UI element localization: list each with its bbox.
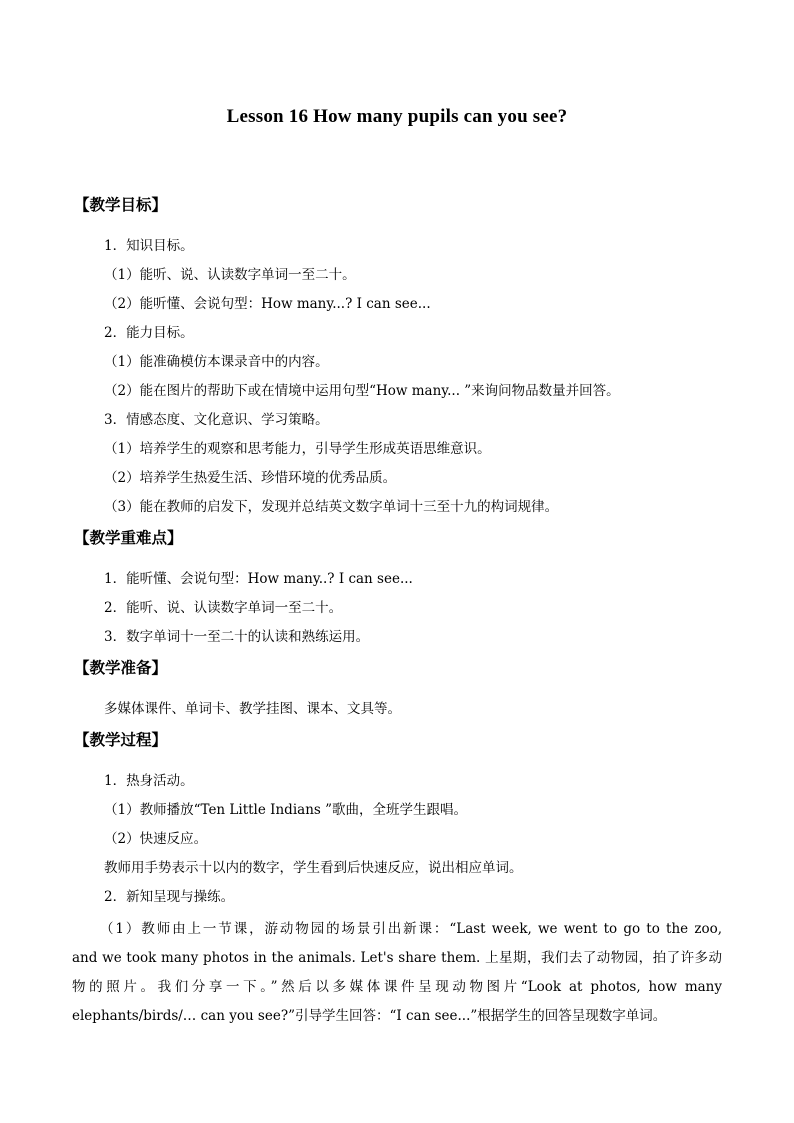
- list-item: 1．知识目标。: [104, 238, 194, 254]
- list-item: （2）快速反应。: [104, 831, 208, 847]
- list-item: 多媒体课件、单词卡、教学挂图、课本、文具等。: [104, 701, 401, 717]
- list-item: （2）培养学生热爱生活、珍惜环境的优秀品质。: [104, 470, 397, 486]
- paragraph-line: and we took many photos in the animals. Let's share them. 上星期，我们去了动物园，拍了许多动: [72, 950, 722, 966]
- list-item: 2．新知呈现与操练。: [104, 889, 235, 905]
- section-heading-process: 【教学过程】: [74, 731, 168, 749]
- section-heading-key-points: 【教学重难点】: [74, 529, 183, 547]
- list-item: （1）能听、说、认读数字单词一至二十。: [104, 267, 356, 283]
- section-heading-preparation: 【教学准备】: [74, 659, 168, 677]
- list-item: 1．能听懂、会说句型：How many..? I can see...: [104, 571, 413, 587]
- list-item: （3）能在教师的启发下，发现并总结英文数字单词十三至十九的构词规律。: [104, 499, 559, 515]
- section-heading-objectives: 【教学目标】: [74, 196, 168, 214]
- list-item: （1）能准确模仿本课录音中的内容。: [104, 354, 329, 370]
- paragraph-line: （1）教师由上一节课，游动物园的场景引出新课：“Last week, we went to go to the zoo,: [100, 921, 722, 937]
- list-item: 1．热身活动。: [104, 773, 194, 789]
- list-item: 2．能听、说、认读数字单词一至二十。: [104, 600, 343, 616]
- list-item: （2）能听懂、会说句型：How many...? I can see...: [104, 296, 431, 312]
- document-title: Lesson 16 How many pupils can you see?: [226, 106, 568, 127]
- list-item: （1）培养学生的观察和思考能力，引导学生形成英语思维意识。: [104, 441, 491, 457]
- paragraph-line: elephants/birds/… can you see?”引导学生回答：“I can see...”根据学生的回答呈现数字单词。: [72, 1008, 667, 1024]
- paragraph-line: 教师用手势表示十以内的数字，学生看到后快速反应，说出相应单词。: [104, 860, 523, 876]
- list-item: （2）能在图片的帮助下或在情境中运用句型“How many... ”来询问物品数量并回答。: [104, 383, 620, 399]
- list-item: 3．数字单词十一至二十的认读和熟练运用。: [104, 629, 370, 645]
- list-item: 2．能力目标。: [104, 325, 194, 341]
- paragraph-line: 物的照片。我们分享一下。”然后以多媒体课件呈现动物图片“Look at photos, how many: [72, 979, 722, 995]
- list-item: （1）教师播放“Ten Little Indians ”歌曲，全班学生跟唱。: [104, 802, 468, 818]
- list-item: 3．情感态度、文化意识、学习策略。: [104, 412, 329, 428]
